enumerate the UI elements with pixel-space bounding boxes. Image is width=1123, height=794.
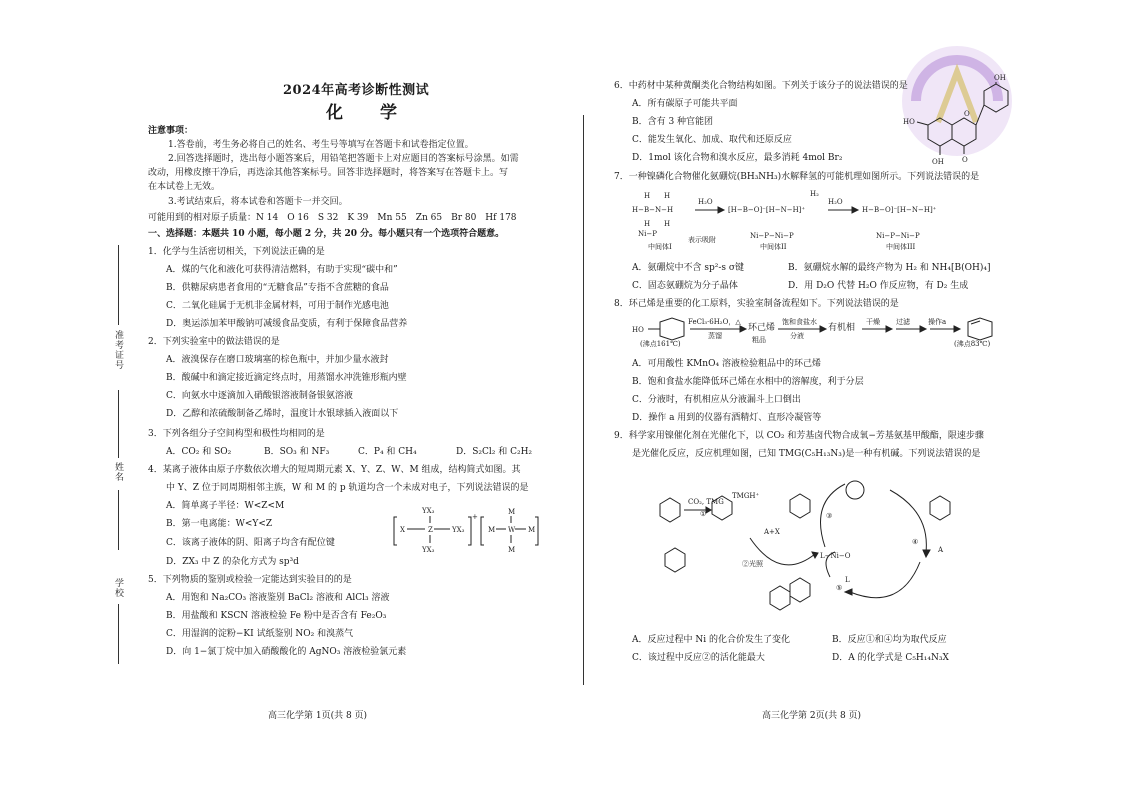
q1-option-c: C．二氧化硅属于无机非金属材料，可用于制作光感电池 xyxy=(166,301,389,311)
question-3: 3．下列各组分子空间构型和极性均相同的是 xyxy=(148,429,325,439)
q6-option-a: A．所有碳原子可能共平面 xyxy=(632,99,738,109)
q6-option-d: D．1mol 该化合物和溴水反应，最多消耗 4mol Br₂ xyxy=(632,153,843,163)
q5-option-d: D．向 1−氯丁烷中加入硝酸酸化的 AgNO₃ 溶液检验氯元素 xyxy=(166,647,407,657)
svg-text:Ni−P: Ni−P xyxy=(638,230,657,238)
q9-option-c: C．该过程中反应②的活化能最大 xyxy=(632,653,765,663)
q4-structure-figure xyxy=(392,505,542,555)
svg-text:M: M xyxy=(508,508,516,516)
question-5: 5．下列物质的鉴别或检验一定能达到实验目的的是 xyxy=(148,575,352,585)
q8-organic-phase: 有机相 xyxy=(828,323,856,333)
svg-text:Z: Z xyxy=(428,526,433,534)
question-6: 6．中药材中某种黄酮类化合物结构如图。下列关于该分子的说法错误的是 xyxy=(614,81,908,91)
exam-title: 2024年高考诊断性测试 xyxy=(283,83,430,98)
q3-option-a: A．CO₂ 和 SO₂ xyxy=(166,447,232,457)
svg-text:H₂O: H₂O xyxy=(698,198,713,206)
svg-text:OH: OH xyxy=(932,158,944,166)
q8-option-b: B．饱和食盐水能降低环己烯在水相中的溶解度，利于分层 xyxy=(632,377,864,387)
q7-option-b: B．氨硼烷水解的最终产物为 H₂ 和 NH₄[B(OH)₄] xyxy=(788,263,991,273)
note-line: 3.考试结束后，将本试卷和答题卡一并交回。 xyxy=(168,197,348,207)
svg-text:H: H xyxy=(664,220,671,228)
page-footer-right: 高三化学第 2页(共 8 页) xyxy=(762,711,862,721)
q9-step-5: ⑤ xyxy=(836,584,843,592)
svg-text:YX₃: YX₃ xyxy=(452,526,465,534)
exam-number-line xyxy=(118,245,119,325)
svg-text:O: O xyxy=(964,110,970,118)
svg-text:H: H xyxy=(644,192,651,200)
note-line: 改动，用橡皮擦干净后，再选涂其他答案标号。回答非选择题时，将答案写在答题卡上。写 xyxy=(148,168,509,178)
q8-bp-start: (沸点161℃) xyxy=(640,340,681,348)
q9-tmgh: TMGH⁺ xyxy=(732,492,760,500)
svg-text:Ni−P−Ni−P: Ni−P−Ni−P xyxy=(750,232,794,240)
q8-crude-label: 粗品 xyxy=(752,336,766,344)
svg-text:YX₃: YX₃ xyxy=(422,546,435,554)
q7-label-intermediate-2: 中间体II xyxy=(760,243,787,251)
q9-step-1: ① xyxy=(700,510,707,518)
q9-option-a: A．反应过程中 Ni 的化合价发生了变化 xyxy=(632,635,790,645)
notes-header: 注意事项： xyxy=(148,126,194,136)
q7-label-intermediate-1: 中间体I xyxy=(648,243,672,251)
q5-option-a: A．用饱和 Na₂CO₃ 溶液鉴别 BaCl₂ 溶液和 AlCl₃ 溶液 xyxy=(166,593,390,603)
svg-text:H₂O: H₂O xyxy=(828,198,843,206)
svg-text:[H−B−O]⁻[H−N−H]⁺: [H−B−O]⁻[H−N−H]⁺ xyxy=(728,206,806,214)
q9-option-d: D．A 的化学式是 C₅H₁₄N₃X xyxy=(832,653,949,663)
question-1: 1．化学与生活密切相关，下列说法正确的是 xyxy=(148,247,325,257)
q2-option-c: C．向氨水中逐滴加入硝酸银溶液制备银氨溶液 xyxy=(166,391,353,401)
q8-step-dry: 干燥 xyxy=(866,318,880,326)
q8-step-distill: 蒸馏 xyxy=(708,332,722,340)
q8-flow-figure xyxy=(630,312,1010,352)
svg-text:+: + xyxy=(472,513,478,521)
svg-text:HO: HO xyxy=(632,326,644,334)
q2-option-b: B．酸碱中和滴定接近滴定终点时，用蒸馏水冲洗锥形瓶内壁 xyxy=(166,373,407,383)
q7-label-intermediate-3: 中间体III xyxy=(886,243,916,251)
q8-reagent: FeCl₃·6H₂O，△ xyxy=(688,318,741,326)
svg-text:M: M xyxy=(528,526,536,534)
school-label: 学校 xyxy=(113,578,123,598)
q9-product-ax: A+X xyxy=(764,528,780,536)
q3-option-d: D．S₂Cl₂ 和 C₂H₂ xyxy=(456,447,533,457)
name-line xyxy=(118,390,119,458)
q7-option-c: C．固态氨硼烷为分子晶体 xyxy=(632,281,738,291)
school-line xyxy=(118,604,119,664)
svg-text:M: M xyxy=(488,526,496,534)
svg-text:H: H xyxy=(664,192,671,200)
q9-reagent-co2: CO₂, TMG xyxy=(688,498,724,506)
question-7: 7．一种镍磷化合物催化氨硼烷(BH₃NH₃)水解释氢的可能机理如图所示。下列说法错误的是 xyxy=(614,172,980,182)
q6-option-b: B．含有 3 种官能团 xyxy=(632,117,714,127)
q9-step-3: ③ xyxy=(826,512,833,520)
svg-text:H−B−N−H: H−B−N−H xyxy=(632,206,674,214)
q7-label-adsorption: 表示吸附 xyxy=(688,236,716,244)
question-4: 4．某离子液体由原子序数依次增大的短周期元素 X、Y、Z、W、M 组成，结构简式如图。其 xyxy=(148,465,521,475)
note-line: 在本试卷上无效。 xyxy=(148,182,221,192)
q1-option-a: A．煤的气化和液化可获得清洁燃料，有助于实现“碳中和” xyxy=(166,265,398,275)
q7-mechanism-figure xyxy=(630,184,1010,254)
svg-text:H₂: H₂ xyxy=(810,190,819,198)
svg-text:L: L xyxy=(845,576,850,584)
question-2: 2．下列实验室中的做法错误的是 xyxy=(148,337,280,347)
svg-text:HO: HO xyxy=(903,118,915,126)
q4-option-c: C．该离子液体的阴、阳离子均含有配位键 xyxy=(166,538,335,548)
svg-text:X: X xyxy=(400,526,405,534)
q8-step-filter: 过滤 xyxy=(896,318,910,326)
q8-bp-product: (沸点83℃) xyxy=(954,340,991,348)
question-4-cont: 中 Y、Z 位于同周期相邻主族，W 和 M 的 p 轨道均含一个未成对电子，下列说法错误的是 xyxy=(166,483,529,493)
q8-crude-product: 环己烯 xyxy=(748,323,776,333)
q9-option-b: B．反应①和④均为取代反应 xyxy=(832,635,947,645)
note-line: 2.回答选择题时，选出每小题答案后，用铅笔把答题卡上对应题目的答案标号涂黑。如需 xyxy=(168,154,519,164)
exam-number-label: 准考证号 xyxy=(113,330,123,370)
section-heading: 一、选择题：本题共 10 小题，每小题 2 分，共 20 分。每小题只有一个选项符合题意。 xyxy=(148,229,505,239)
svg-text:M: M xyxy=(508,546,516,554)
q4-option-a: A．简单离子半径：W<Z<M xyxy=(166,501,285,511)
svg-text:H: H xyxy=(644,220,651,228)
q9-mechanism-figure xyxy=(640,462,980,622)
svg-text:L−Ni−O: L−Ni−O xyxy=(820,552,851,560)
svg-text:Ni−P−Ni−P: Ni−P−Ni−P xyxy=(876,232,920,240)
name-line-lower xyxy=(118,490,119,550)
q8-step-separate: 分液 xyxy=(790,332,804,340)
page-footer-left: 高三化学第 1页(共 8 页) xyxy=(268,711,368,721)
q9-step-4: ④ xyxy=(912,538,919,546)
q6-option-c: C．能发生氧化、加成、取代和还原反应 xyxy=(632,135,792,145)
question-9-cont: 是光催化反应，反应机理如图，已知 TMG(C₅H₁₃N₃)是一种有机碱。下列说法错误的是 xyxy=(632,449,981,459)
q9-product-a: A xyxy=(938,546,944,554)
q4-option-b: B．第一电离能：W<Y<Z xyxy=(166,519,273,529)
q1-option-b: B．供糖尿病患者食用的“无糖食品”专指不含蔗糖的食品 xyxy=(166,283,389,293)
q3-option-b: B．SO₃ 和 NF₃ xyxy=(264,447,330,457)
q2-option-d: D．乙醇和浓硫酸制备乙烯时，温度计水银球插入液面以下 xyxy=(166,409,399,419)
q1-option-d: D．奥运添加苯甲酸钠可减缓食品变质，有利于保障食品营养 xyxy=(166,319,408,329)
q7-option-a: A．氨硼烷中不含 sp²-s σ键 xyxy=(632,263,745,273)
q4-option-d: D．ZX₃ 中 Z 的杂化方式为 sp³d xyxy=(166,557,299,567)
q5-option-b: B．用盐酸和 KSCN 溶液检验 Fe 粉中是否含有 Fe₂O₃ xyxy=(166,611,387,621)
q8-step-operation-a: 操作a xyxy=(928,318,947,326)
q8-option-d: D．操作 a 用到的仪器有酒精灯、直形冷凝管等 xyxy=(632,413,822,423)
q2-option-a: A．液溴保存在磨口玻璃塞的棕色瓶中，并加少量水液封 xyxy=(166,355,389,365)
svg-text:O: O xyxy=(962,156,968,164)
name-label: 姓名 xyxy=(113,462,123,482)
q9-step-2-light: ②光照 xyxy=(742,560,763,568)
q7-option-d: D．用 D₂O 代替 H₂O 作反应物，有 D₂ 生成 xyxy=(788,281,969,291)
svg-text:OH: OH xyxy=(994,74,1006,82)
note-line: 1.答卷前，考生务必将自己的姓名、考生号等填写在答题卡和试卷指定位置。 xyxy=(168,140,474,150)
atomic-masses: 可能用到的相对原子质量：N 14 O 16 S 32 K 39 Mn 55 Zn 65 Br 80 Hf 178 xyxy=(148,213,517,223)
page-divider xyxy=(583,115,584,685)
subject-title: 化 学 xyxy=(326,103,407,123)
svg-text:H−B−O]⁻[H−N−H]⁺: H−B−O]⁻[H−N−H]⁺ xyxy=(862,206,937,214)
q3-option-c: C．P₄ 和 CH₄ xyxy=(358,447,417,457)
question-9: 9．科学家用镍催化剂在光催化下，以 CO₂ 和芳基卤代物合成氧−芳基氨基甲酸酯，限速步骤 xyxy=(614,431,984,441)
svg-text:W: W xyxy=(508,526,516,534)
svg-text:YX₃: YX₃ xyxy=(422,507,435,515)
q6-molecule-figure xyxy=(900,72,1020,168)
question-8: 8．环己烯是重要的化工原料，实验室制备流程如下。下列说法错误的是 xyxy=(614,299,899,309)
q8-option-a: A．可用酸性 KMnO₄ 溶液检验粗品中的环己烯 xyxy=(632,359,821,369)
q5-option-c: C．用湿润的淀粉−KI 试纸鉴别 NO₂ 和溴蒸气 xyxy=(166,629,354,639)
q8-brine: 饱和食盐水 xyxy=(782,318,817,326)
q8-option-c: C．分液时，有机相应从分液漏斗上口倒出 xyxy=(632,395,801,405)
